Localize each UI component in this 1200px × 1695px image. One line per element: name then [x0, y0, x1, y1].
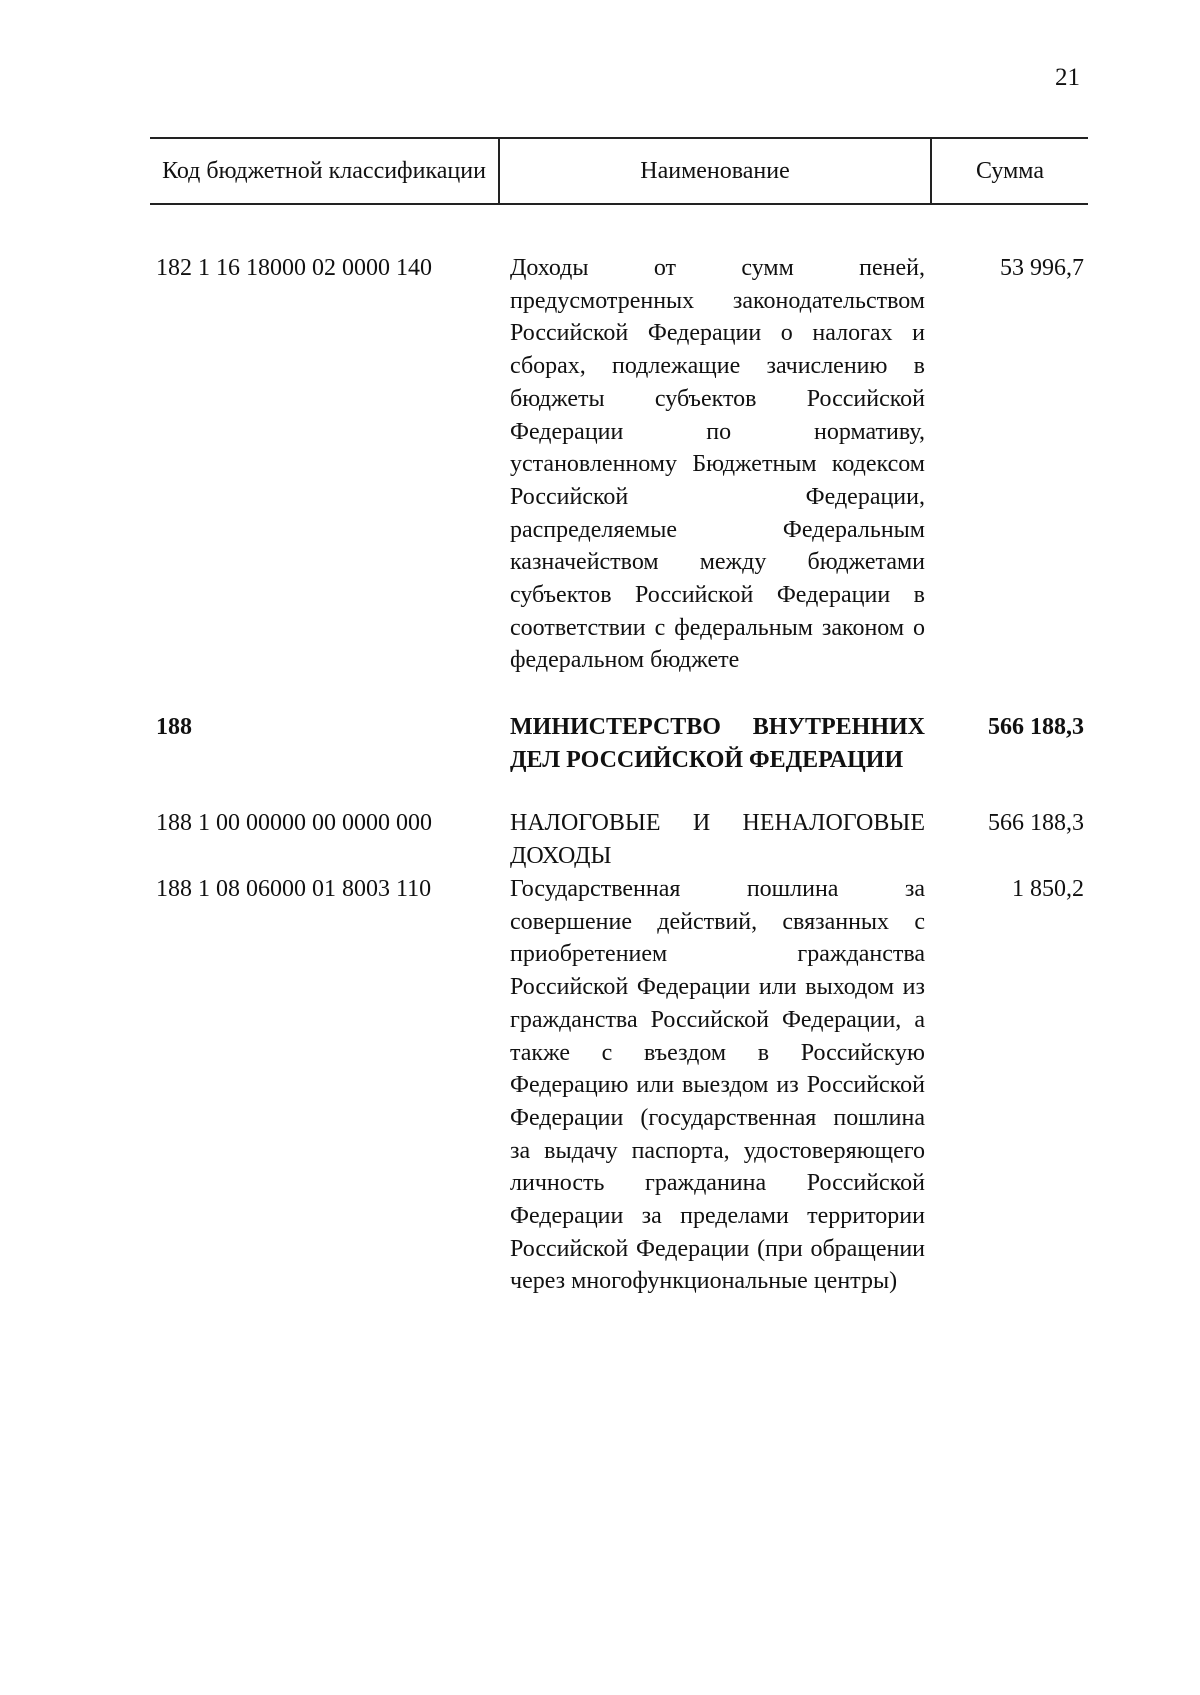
- row-name: Государственная пошлина за совершение действий, связанных с приобретением гражданства Российской Федерации или выходом из гражданства Российской Федерации, а также с въездом в Российскую Федерацию или выездом из Российской Федерации (государственная пошлина за выдачу паспорта, удостоверяющего личность гражданина Российской Федерации за пределами территории Российской Федерации (при обращении через многофункциональные центры): [510, 876, 925, 1295]
- row-code: 188 1 08 06000 01 8003 110: [156, 876, 432, 902]
- header-name: Наименование: [640, 157, 790, 184]
- row-name: Доходы от сумм пеней, предусмотренных законодательством Российской Федерации о налогах и сборах, подлежащие зачислению в бюджеты субъектов Российской Федерации по нормативу, установленному Бюджетным кодексом Российской Федерации, распределяемые Федеральным казначейством между бюджетами субъектов Российской Федерации в соответствии с федеральным законом о федеральном бюджете: [510, 255, 925, 674]
- row-name: МИНИСТЕРСТВО ВНУТРЕННИХ ДЕЛ РОССИЙСКОЙ ФЕДЕРАЦИИ: [510, 714, 925, 773]
- header-sum: Сумма: [976, 157, 1044, 184]
- row-sum: 53 996,7: [1000, 255, 1084, 281]
- row-name: НАЛОГОВЫЕ И НЕНАЛОГОВЫЕ ДОХОДЫ: [510, 810, 925, 869]
- page-number: 21: [1055, 64, 1080, 91]
- row-code: 188 1 00 00000 00 0000 000: [156, 810, 432, 836]
- header-code: Код бюджетной классификации: [162, 157, 486, 184]
- row-code: 188: [156, 714, 192, 740]
- row-sum: 1 850,2: [1012, 876, 1084, 902]
- row-sum: 566 188,3: [988, 810, 1084, 836]
- row-code: 182 1 16 18000 02 0000 140: [156, 255, 432, 281]
- row-sum: 566 188,3: [988, 714, 1084, 740]
